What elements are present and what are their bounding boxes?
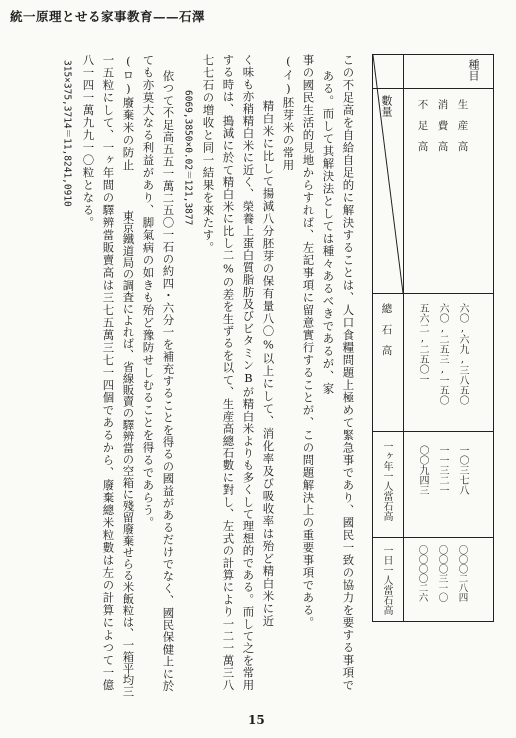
text-column: する時は、搗減に於て精白米に比し二%の差を生ずるを以て、生産高總石數に對し、左式の計算により一二一萬三八 <box>221 54 236 691</box>
running-header <box>0 0 516 30</box>
table-cell: 一〇三七八 <box>457 445 468 495</box>
text-column: ある。而して其解決法としては種々あるべきであるが、家 <box>321 70 336 395</box>
formula: 315×375,3714＝11,8241,0910 <box>61 60 73 207</box>
column-header: 總 石 高 <box>380 303 393 356</box>
text-column: 事の國民生活的見地からすれば、左記事項に留意實行することが、この問題解決上の重要事項である。 <box>301 54 316 629</box>
table-rule <box>373 293 493 294</box>
table-rule <box>373 431 493 432</box>
column-header: 一日一人當石高 <box>381 545 392 615</box>
text-column: 七七石の増收と同一結果を來たす。 <box>201 54 216 254</box>
row-label: 消 費 高 <box>436 99 449 152</box>
text-column: 東京鐵道局の調査によれば、省線販賣の驛辨當の空箱に殘留廢棄せらる米飯粒は、一箱平均三 <box>121 210 136 698</box>
table-rule <box>373 537 493 538</box>
column-header: 一ヶ年一人當石高 <box>381 441 392 521</box>
table-rule <box>403 55 404 621</box>
text-column: 依つて不足高五五一萬二五〇一石の約四・六分一を補充することを得るの國益があるだけでなく、國民保健上に於 <box>161 70 176 693</box>
table-cell: 六〇,六九,三八五〇 <box>457 303 468 405</box>
table-cell: 五六二,二五〇一 <box>417 303 428 384</box>
table-cell: 六〇,二五三,一五〇 <box>437 303 448 405</box>
text-column: 八一四一萬九九一〇粒となる。 <box>81 54 96 229</box>
running-title: 統一原理とせる家事教育——石澤 <box>10 9 206 24</box>
text-column: (イ)胚芽米の常用 <box>281 54 296 172</box>
text-column: く味も亦稍精白米に近く、榮養上蛋白質脂肪及びビタミンBが精白米よりも多くして理想的である。而して之を常用 <box>241 54 256 691</box>
table-cell: 一一三二一 <box>437 445 448 495</box>
row-label: 生 産 高 <box>456 99 469 152</box>
text-column: (ロ)廢棄米の防止 <box>121 54 136 172</box>
text-column: 精白米に比して揚減八分胚芽の保有量八〇%以上にして、消化率及び吸收率は殆ど精白米に近 <box>261 100 276 628</box>
text-column: ても亦莫大なる利益があり、脚氣病の如きも殆ど豫防せしむることを得るであらう。 <box>141 54 156 529</box>
page-number: 15 <box>248 713 265 727</box>
formula: 6069,3850×0.02＝121,3877 <box>182 90 194 226</box>
row-header-label: 數量 <box>380 95 393 117</box>
table-cell: 〇〇〇三一〇 <box>436 545 448 602</box>
text-column: 一五粒にして、一ヶ年間の驛辨當販賣高は三七五萬三七一四個であるから、廢棄總米粒數は左の計算によつて一億 <box>101 54 116 692</box>
col-header-label: 種目 <box>467 59 480 81</box>
text-column: この不足高を自給自足的に解決することは、人口食糧問題上極めて緊急事であり、國民一致の協力を要する事項で <box>341 54 356 692</box>
row-label: 不 足 高 <box>416 99 429 152</box>
table-cell: 〇〇九四三 <box>417 445 428 495</box>
table-cell: 〇〇〇二八四 <box>456 545 468 602</box>
statistics-table <box>372 54 494 622</box>
table-cell: 〇〇〇〇二六 <box>416 545 428 602</box>
header-diagonal <box>373 55 403 293</box>
